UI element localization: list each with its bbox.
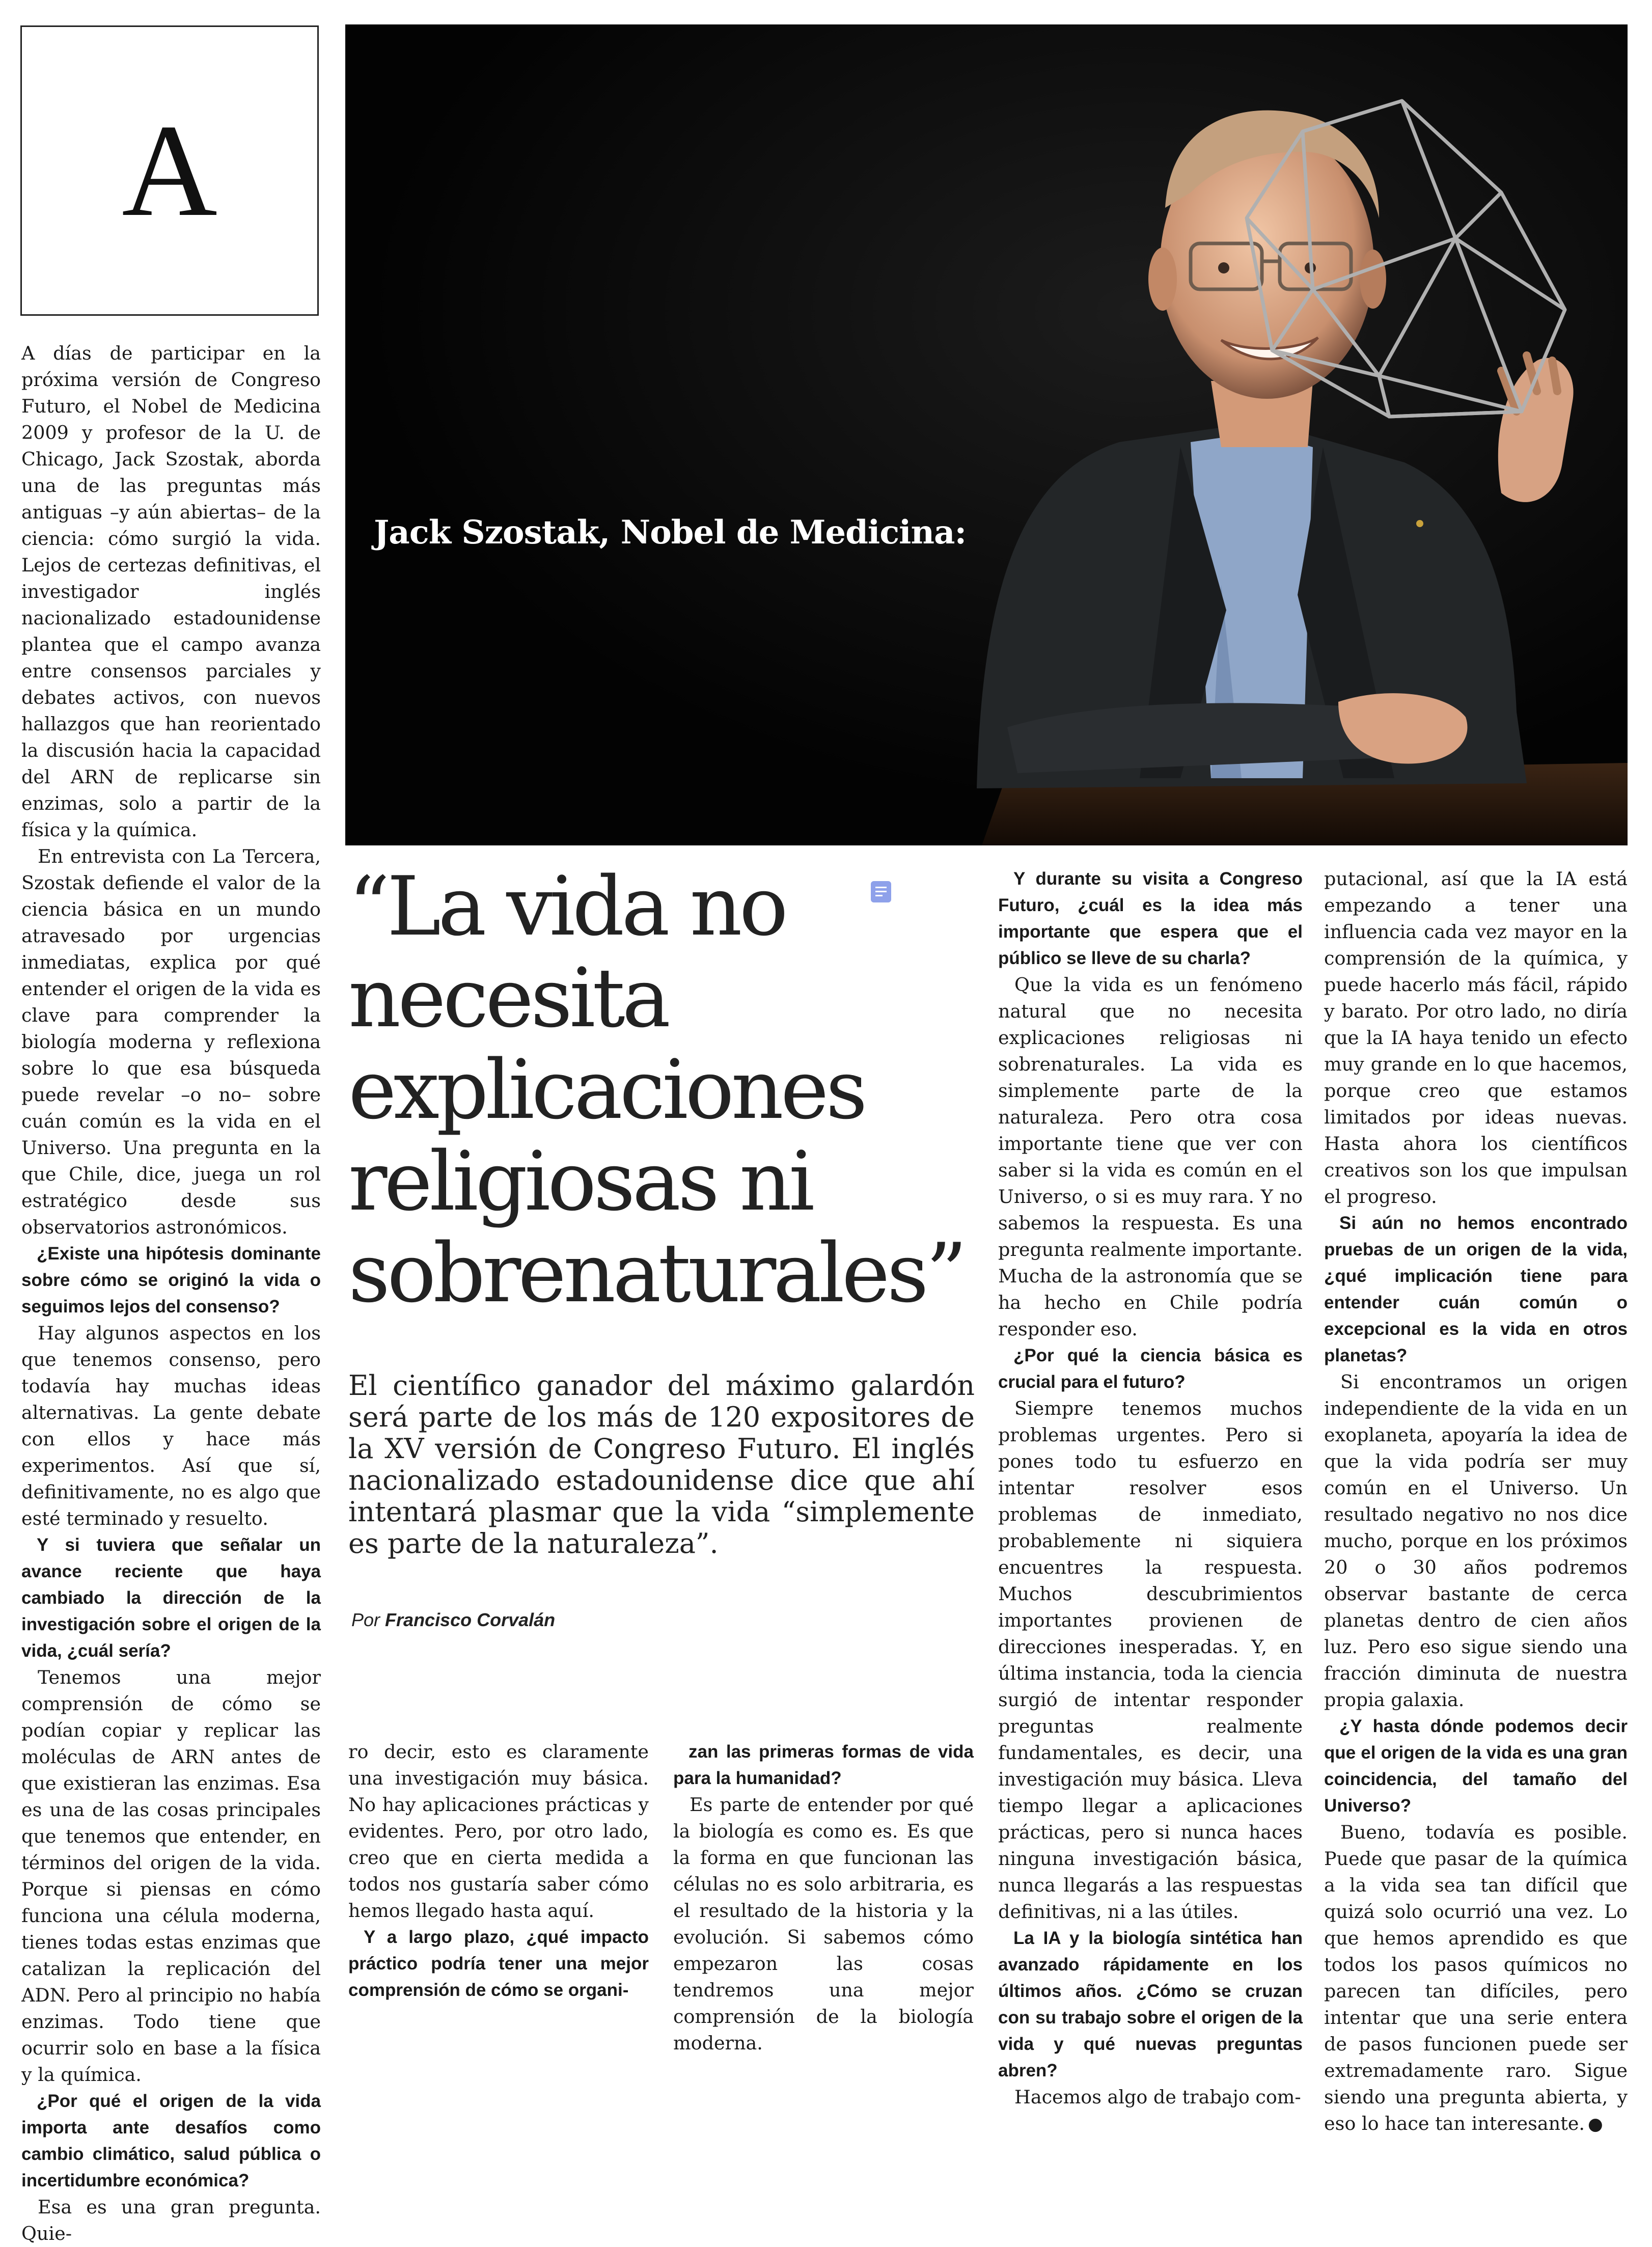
body-paragraph: Si encontramos un origen independiente de la vida en un exoplaneta, apoyaría la idea de que la vida podría ser muy común en el Universo. Un resultado negativo no nos dice mucho, porque en los próximos 20 o 30 años podremos observar bastante de cerca planetas dentro de cien años luz. Pero eso sigue siendo una fracción diminuta de nuestra propia galaxia. (1324, 1371, 1628, 1711)
headline: “La vida no necesita explicaciones religiosas ni sobrenaturales” (348, 859, 965, 1321)
article-column-3 (673, 1739, 974, 2057)
byline (351, 1609, 555, 1631)
document-note-icon[interactable] (871, 881, 891, 902)
interview-question: zan las primeras formas de vida para la humanidad? (673, 1742, 974, 1788)
interview-question: ¿Existe una hipótesis dominante sobre cómo se originó la vida o seguimos lejos del consenso? (21, 1244, 321, 1317)
body-paragraph: Siempre tenemos muchos problemas urgentes. Pero si pones todo tu esfuerzo en intentar resolver esos problemas de inmediato, probablemente ni siquiera encuentres la respuesta. Muchos descubrimientos importantes provienen de direcciones inesperadas. Y, en última instancia, toda la ciencia surgió de intentar responder preguntas realmente fundamentales, es decir, una investigación muy básica. Lleva tiempo llegar a aplicaciones prácticas, pero si nunca haces ninguna investigación básica, nunca llegarás a las respuestas definitivas, ni a las útiles. (998, 1397, 1303, 1923)
portrait-illustration (345, 24, 1628, 845)
interview-question: ¿Por qué la ciencia básica es crucial para el futuro? (998, 1346, 1303, 1392)
interview-question: Y durante su visita a Congreso Futuro, ¿cuál es la idea más importante que espera que el público se lleve de su charla? (998, 869, 1303, 968)
body-paragraph: Esa es una gran pregunta. Quie- (21, 2196, 321, 2244)
body-paragraph: Hay algunos aspectos en los que tenemos consenso, pero todavía hay muchas ideas alternativas. La gente debate con ellos y hace más experimentos. Así que sí, definitivamente, no es algo que esté terminado y resuelto. (21, 1322, 321, 1529)
interview-question: ¿Y hasta dónde podemos decir que el origen de la vida es una gran coincidencia, del tamaño del Universo? (1324, 1716, 1628, 1816)
interview-question: Y a largo plazo, ¿qué impacto práctico podría tener una mejor comprensión de cómo se organi- (348, 1927, 649, 2000)
interview-question: Y si tuviera que señalar un avance reciente que haya cambiado la dirección de la investigación sobre el origen de la vida, ¿cuál sería? (21, 1535, 321, 1661)
interview-question: La IA y la biología sintética han avanzado rápidamente en los últimos años. ¿Cómo se cruzan con su trabajo sobre el origen de la vida y qué nuevas preguntas abren? (998, 1928, 1303, 2080)
portrait-photo (345, 24, 1628, 845)
article-column-4 (998, 866, 1303, 2111)
body-paragraph: Es parte de entender por qué la biología es como es. Es que la forma en que funcionan las células no es solo arbitraria, es el resultado de la historia y la evolución. Si sabemos cómo empezaron las cosas tendremos una mejor comprensión de la biología moderna. (673, 1794, 974, 2054)
body-paragraph: Tenemos una mejor comprensión de cómo se podían copiar y replicar las moléculas de ARN antes de que existieran las enzimas. Esa es una de las cosas principales que tenemos que entender, en términos del origen de la vida. Porque si piensas en cómo funciona una célula moderna, tienes todas estas enzimas que catalizan la replicación del ADN. Pero al principio no había enzimas. Todo tiene que ocurrir solo en base a la física y la química. (21, 1666, 321, 2086)
section-letter: A (122, 97, 217, 244)
body-paragraph: En entrevista con La Tercera, Szostak defiende el valor de la ciencia básica en un mundo atravesado por urgencias inmediatas, explica por qué entender el origen de la vida es clave para comprender la biología moderna y reflexiona sobre lo que esa búsqueda puede revelar –o no– sobre cuán común es la vida en el Universo. Una pregunta en la que Chile, dice, juega un rol estratégico desde sus observatorios astronómicos. (21, 845, 321, 1238)
lead-paragraph: El científico ganador del máximo galardón será parte de los más de 120 expositores de la XV versión de Congreso Futuro. El inglés nacionalizado estadounidense dice que ahí intentará plasmar que la vida “simplemente es parte de la naturaleza”. (348, 1369, 975, 1559)
interview-question: Si aún no hemos encontrado pruebas de un origen de la vida, ¿qué implicación tiene para entender cuán común o excepcional es la vida en otros planetas? (1324, 1213, 1628, 1365)
body-paragraph: Hacemos algo de trabajo com- (1014, 2086, 1301, 2108)
body-paragraph: Que la vida es un fenómeno natural que no necesita explicaciones religiosas ni sobrenaturales. La vida es simplemente parte de la naturaleza. Pero otra cosa importante tiene que ver con saber si la vida es común en el Universo, o si es muy rara. Y no sabemos la respuesta. Es una pregunta realmente importante. Mucha de la astronomía que se ha hecho en Chile podría responder eso. (998, 974, 1303, 1340)
article-column-5 (1324, 866, 1628, 2138)
photo-title: Jack Szostak, Nobel de Medicina: (374, 513, 967, 552)
section-letter-box (20, 25, 319, 316)
article-column-1 (21, 340, 321, 2247)
body-paragraph: ro decir, esto es claramente una investigación muy básica. No hay aplicaciones prácticas y evidentes. Pero, por otro lado, creo que en cierta medida a todos nos gustaría saber cómo hemos llegado hasta aquí. (348, 1741, 649, 1922)
body-paragraph: putacional, así que la IA está empezando a tener una influencia cada vez mayor en la comprensión de la química, y puede hacerlo más fácil, rápido y barato. Por otro lado, no diría que la IA haya tenido un efecto muy grande en lo que hacemos, porque creo que estamos limitados por ideas nuevas. Hasta ahora los científicos creativos son los que impulsan el progreso. (1324, 868, 1628, 1208)
byline-author: Francisco Corvalán (385, 1609, 556, 1630)
interview-question: ¿Por qué el origen de la vida importa ante desafíos como cambio climático, salud pública o incertidumbre económica? (21, 2091, 321, 2190)
body-paragraph: A días de participar en la próxima versión de Congreso Futuro, el Nobel de Medicina 2009 y profesor de la U. de Chicago, Jack Szostak, aborda una de las preguntas más antiguas –y aún abiertas– de la ciencia: cómo surgió la vida. Lejos de certezas definitivas, el investigador inglés nacionalizado estadounidense plantea que el campo avanza entre consensos parciales y debates activos, con nuevos hallazgos que han reorientado la discusión hacia la capacidad del ARN de replicarse sin enzimas, solo a partir de la física y la química. (21, 342, 321, 841)
byline-prefix: Por (351, 1609, 380, 1630)
article-column-2 (348, 1739, 649, 2004)
body-paragraph: Bueno, todavía es posible. Puede que pasar de la química a la vida sea tan difícil que quizá solo ocurrió una vez. Lo que hemos aprendido es que todos los pasos químicos no parecen tan difíciles, pero intentar que una serie entera de pasos funcionen puede ser extremadamente raro. Sigue siendo una pregunta abierta, y eso lo hace tan interesante. ● (1324, 1819, 1628, 2138)
